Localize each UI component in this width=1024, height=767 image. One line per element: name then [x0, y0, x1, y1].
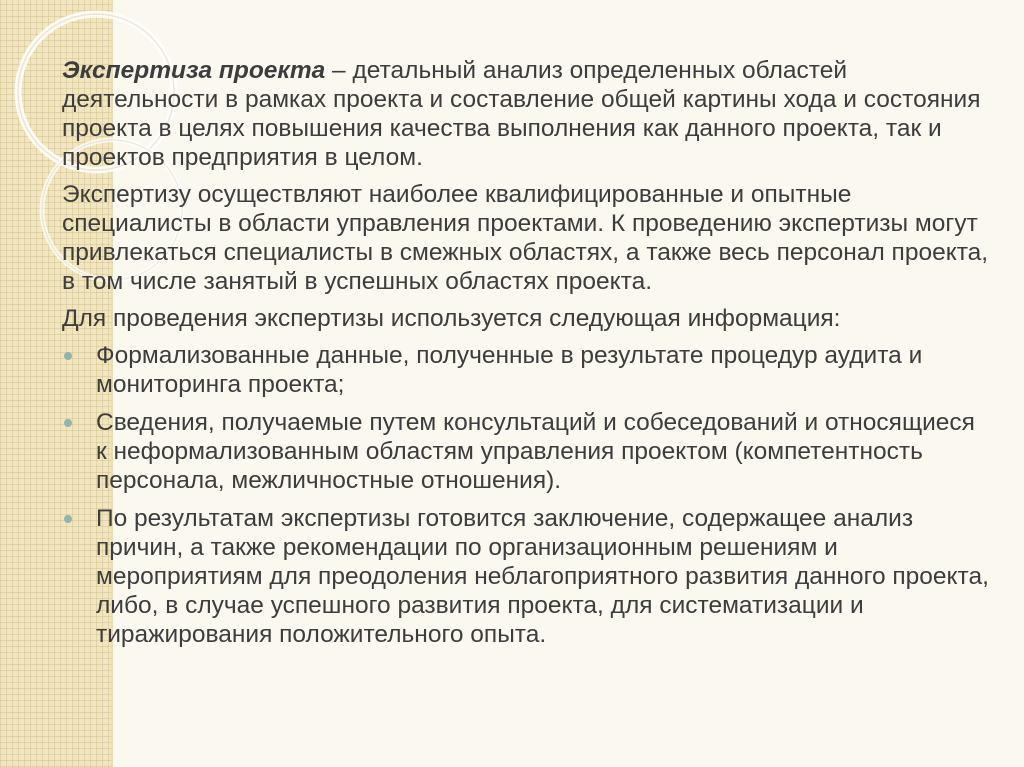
info-intro-paragraph [62, 304, 992, 333]
bullet-dot-icon [64, 515, 72, 523]
list-item [62, 408, 992, 495]
definition-paragraph [62, 56, 992, 172]
experts-paragraph [62, 180, 992, 296]
definition-text: – детальный анализ определенных областей деятельности в рамках проекта и составление общей картины хода и состояния проекта в целях повышения качества выполнения как данного проекта, так и проектов предприятия в целом. [62, 57, 981, 171]
info-bullet-list [62, 341, 992, 649]
slide-body [62, 56, 992, 658]
experts-text: Экспертизу осуществляют наиболее квалифицированные и опытные специалисты в области управления проектами. К проведению экспертизы могут привлекаться специалисты в смежных областях, а также весь персонал проекта, в том числе занятый в успешных областях проекта. [62, 181, 989, 295]
bullet-dot-icon [64, 419, 72, 427]
bullet-text: Сведения, получаемые путем консультаций и собеседований и относящиеся к неформализованным областям управления проектом (компетентность персонала, межличностные отношения). [96, 409, 975, 494]
bullet-dot-icon [64, 352, 72, 360]
bullet-text: Формализованные данные, полученные в результате процедур аудита и мониторинга проекта; [96, 342, 923, 398]
list-item [62, 341, 992, 399]
term-expertise: Экспертиза проекта [62, 57, 326, 84]
bullet-text: По результатам экспертизы готовится заключение, содержащее анализ причин, а также рекомендации по организационным решениям и мероприятиям для преодоления неблагоприятного развития данного проекта, либо, в случае успешного развития проекта, для систематизации и тиражирования положительного опыта. [96, 505, 989, 648]
info-intro-text: Для проведения экспертизы используется следующая информация: [62, 305, 841, 332]
list-item [62, 504, 992, 649]
